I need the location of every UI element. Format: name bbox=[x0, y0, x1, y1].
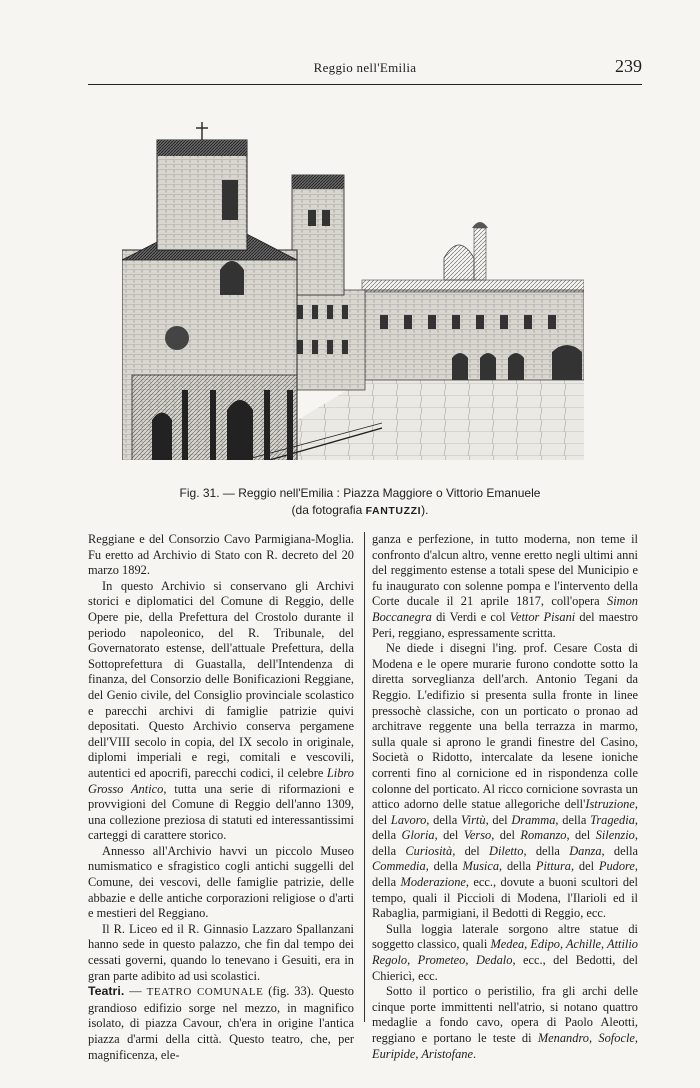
caption-credit: FANTUZZI bbox=[365, 505, 422, 517]
sep: , della bbox=[372, 828, 638, 858]
sep: , del bbox=[485, 812, 512, 827]
right-p1-text-a: ganza e perfezione, in tutto moderna, non teme il confronto d'alcun altro, venne eretto negli ultimi anni del reggimento estense a totali spese del Municipio e fu inaugurato con solenne pompa e l'intervento della Corte ducale il 21 aprile 1817, coll'opera bbox=[372, 532, 638, 609]
left-paragraph-1: Reggiane e del Consorzio Cavo Parmigiana-Moglia. Fu eretto ad Archivio di Stato con R. decreto del 20 marzo 1892. bbox=[88, 532, 354, 578]
right-p2-text-b: , ecc., dovute a buoni scultori del tempo, quali il Piccioli di Modena, l'Ilarioli ed il Rabaglia, parmigiani, il Bedotti di Reggio, ecc. bbox=[372, 875, 638, 921]
statue-dramma: Dramma bbox=[511, 812, 556, 827]
right-p2-text-a: Ne diede i disegni l'ing. prof. Cesare Costa di Modena e le opere murarie furono condotte sotto la diretta sorveglianza dell'arch. Antonio Tegani da Reggio. L'edifizio si presenta sulla fronte in linee pressochè classiche, con un porticato o pronao ad architrave reggente una bella terrazza in marmo, sulla quale si aprono le grandi finestre del Casino, Società o Ridotto, intercalate da lesene ioniche correnti fino al cornicione ed in rispondenza colle colonne del porticato. Al ricco cornicione sovrasta un attico adorno delle statue allegoriche dell' bbox=[372, 641, 638, 812]
left-p2-text-a: In questo Archivio si conservano gli Archivi storici e diplomatici del Comune di Reggio, delle Opere pie, della Prefettura del Crostolo durante il periodo napoleonico, del R. Tribunale, del Governatorato estense, dell'attuale Prefettura, della Sottoprefettura di Guastalla, dell'Intendenza di finanza, del Consorzio delle Bonificazioni Reggiane, del Genio civile, del Consiglio provinciale scolastico e parecchi archivi di famiglie patrizie quivi depositati. Questo Archivio conserva pergamene dell'VIII secolo in copia, del IX secolo in originale, diplomi imperiali e regi, comitali e vescovili, autentici ed apocrifi, parecchi codici, il celebre bbox=[88, 578, 354, 780]
statue-pudore: Pudore bbox=[598, 859, 635, 874]
left-paragraph-4: Il R. Liceo ed il R. Ginnasio Lazzaro Spallanzani hanno sede in questo palazzo, che fin dal tempo dei cessati governi, quando lo tenevano i Gesuiti, era in gran parte adibito ad usi scolastici. bbox=[88, 921, 354, 983]
statue-musica: Musica bbox=[462, 859, 500, 874]
right-paragraph-2 bbox=[372, 641, 638, 922]
right-p3-text-b: , ecc., del Bedotti, del Chiericì, ecc. bbox=[372, 953, 638, 983]
piazza-engraving-icon bbox=[122, 120, 584, 472]
figure-engraving bbox=[122, 120, 584, 472]
caption-prefix: (da fotografia bbox=[291, 503, 366, 517]
right-paragraph-1 bbox=[372, 532, 638, 641]
left-p2-text-b: , tutta una serie di riformazioni e provvigioni del Comune di Reggio dell'anno 1309, una collezione preziosa di statuti ed interessantissimi carteggi di carattere storico. bbox=[88, 781, 355, 843]
statue-diletto: Diletto bbox=[489, 843, 524, 858]
sep: , della bbox=[425, 859, 463, 874]
teatri-heading: Teatri. bbox=[88, 984, 125, 999]
left-paragraph-5 bbox=[88, 984, 354, 1063]
sep: , del bbox=[452, 843, 490, 858]
runin-dash: — bbox=[124, 984, 147, 999]
teatro-comunale-smallcaps: TEATRO COMUNALE bbox=[146, 986, 264, 999]
running-title: Reggio nell'Emilia bbox=[313, 60, 417, 75]
column-divider bbox=[364, 532, 365, 1022]
header-rule bbox=[88, 84, 642, 85]
statue-moderazione: Moderazione bbox=[400, 875, 466, 890]
right-column bbox=[372, 532, 638, 1062]
statue-istruzione: Istruzione bbox=[585, 797, 635, 812]
right-p4-text-a: Sotto il portico o peristilio, fra gli archi delle cinque porte immittenti nell'atrio, si notano quattro medaglie a fondo cavo, opera di Paolo Aleotti, reggiano e portano le teste di bbox=[372, 984, 638, 1045]
statue-gloria: Gloria bbox=[401, 828, 435, 843]
figure-caption bbox=[100, 485, 620, 520]
sep: , del bbox=[372, 797, 638, 827]
statue-romanzo: Romanzo bbox=[520, 828, 567, 843]
libro-grosso-antico: Libro Grosso Antico bbox=[88, 765, 354, 796]
left-p5-text: (fig. 33). Questo grandioso edifizio sorge nel mezzo, in magnifico isolato, di piazza Cavour, ch'era in origine l'antica piazza d'armi della città. Questo teatro, che, per magnificenza, ele- bbox=[88, 984, 355, 1062]
caption-suffix: ). bbox=[421, 503, 429, 517]
page-number: 239 bbox=[615, 56, 642, 76]
left-paragraph-2 bbox=[88, 579, 354, 844]
right-paragraph-3 bbox=[372, 922, 638, 984]
right-p3-text-a: Sulla loggia laterale sorgono altre statue di soggetto classico, quali bbox=[372, 921, 638, 952]
sep: , della bbox=[601, 843, 639, 858]
left-column bbox=[88, 532, 354, 1063]
sep: , della bbox=[499, 859, 536, 874]
opera-vettor-pisani: Vettor Pisani bbox=[509, 609, 576, 624]
page-header bbox=[88, 56, 642, 80]
classical-statues: Medea, Edipo, Achille, Attilio Regolo, Prometeo, Dedalo bbox=[372, 937, 638, 968]
right-p1-text-b: di Verdi e col bbox=[431, 609, 510, 624]
statue-danza: Danza bbox=[569, 843, 602, 858]
statue-curiosita: Curiosità bbox=[405, 843, 453, 858]
sep: , della bbox=[426, 812, 461, 827]
statue-lavoro: Lavoro bbox=[390, 812, 427, 827]
right-p1-text-c: del maestro Peri, reggiano, espressamente scritta. bbox=[372, 609, 638, 640]
sep: , del bbox=[434, 828, 464, 843]
sep: , del bbox=[491, 828, 521, 843]
statue-verso: Verso bbox=[463, 828, 492, 843]
left-paragraph-3: Annesso all'Archivio havvi un piccolo Museo numismatico e sfragistico cogli antichi suggelli del Comune, dei vescovi, delle famiglie patrizie, delle abbazie e delle antiche corporazioni religiose o d'arti e mestieri del Reggiano. bbox=[88, 843, 354, 921]
sep: , della bbox=[372, 812, 639, 843]
statue-silenzio: Silenzio bbox=[595, 828, 635, 843]
opera-simon-boccanegra: Simon Boccanegra bbox=[372, 594, 638, 624]
sep: , del bbox=[570, 859, 599, 874]
sep: , del bbox=[566, 828, 596, 843]
caption-line-2 bbox=[100, 502, 620, 520]
right-paragraph-4 bbox=[372, 984, 638, 1062]
right-p4-text-b: . bbox=[472, 1046, 477, 1061]
medaglie-teste: Menandro, Sofocle, Euripide, Aristofane bbox=[372, 1031, 638, 1061]
sep: , della bbox=[372, 859, 639, 890]
statue-pittura: Pittura bbox=[535, 859, 571, 874]
statue-tragedia: Tragedia bbox=[590, 812, 635, 827]
statue-commedia: Commedia bbox=[372, 859, 426, 874]
sep: , della bbox=[523, 843, 570, 858]
sep: , della bbox=[555, 812, 591, 827]
statue-virtu: Virtù bbox=[461, 812, 486, 827]
caption-line-1: Fig. 31. — Reggio nell'Emilia : Piazza Maggiore o Vittorio Emanuele bbox=[179, 486, 541, 500]
